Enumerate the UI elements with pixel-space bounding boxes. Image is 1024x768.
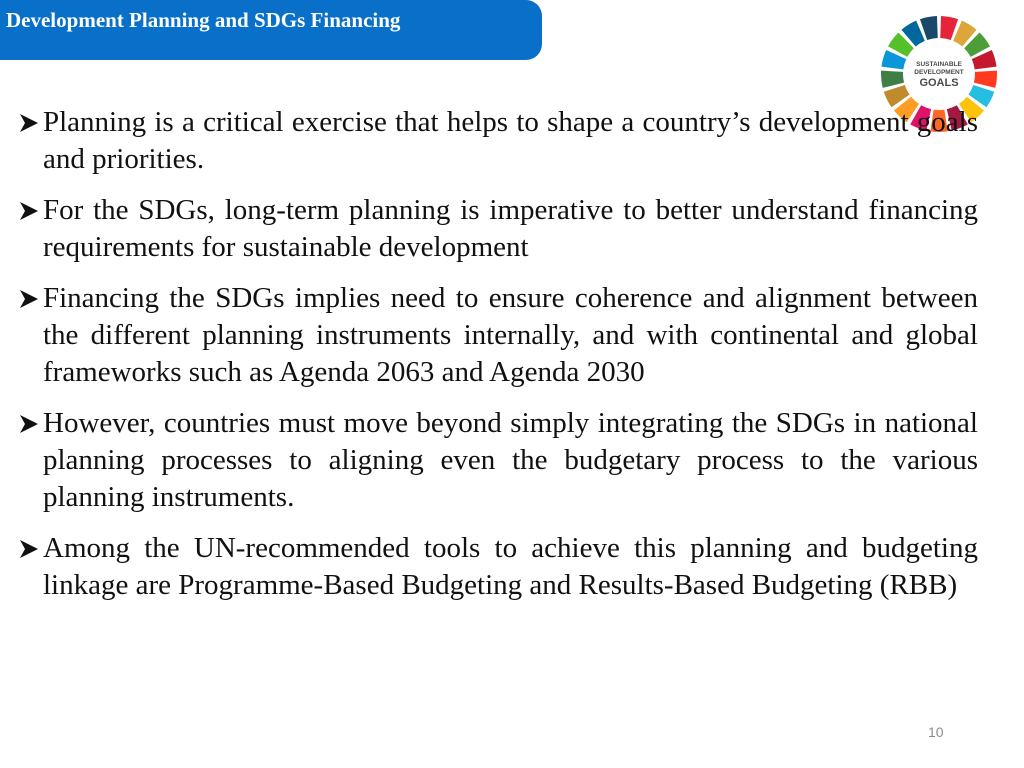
bullet-item xyxy=(18,405,978,516)
bullet-item xyxy=(18,192,978,266)
bullet-text: For the SDGs, long-term planning is imperative to better understand financing requirements for sustainable development xyxy=(43,194,978,263)
logo-text-line-1: SUSTAINABLE xyxy=(916,61,962,68)
bullet-item xyxy=(18,530,978,604)
arrow-bullet-icon xyxy=(18,289,40,309)
arrow-bullet-icon xyxy=(18,201,40,221)
logo-text-line-2: DEVELOPMENT xyxy=(914,69,964,76)
bullet-text: Among the UN-recommended tools to achieve this planning and budgeting linkage are Programme-Based Budgeting and Results-Based Budgeting (RBB) xyxy=(43,532,978,601)
header-banner xyxy=(0,0,542,60)
bullet-text: However, countries must move beyond simply integrating the SDGs in national planning processes to aligning even the budgetary process to the various planning instruments. xyxy=(43,407,978,513)
bullet-list xyxy=(18,104,978,618)
bullet-item xyxy=(18,104,978,178)
bullet-item xyxy=(18,280,978,391)
sdg-wheel-segment xyxy=(881,71,904,88)
page-number: 10 xyxy=(928,724,944,740)
slide-title: Development Planning and SDGs Financing xyxy=(6,8,401,32)
arrow-bullet-icon xyxy=(18,539,40,559)
logo-text-line-3: GOALS xyxy=(919,77,959,89)
arrow-bullet-icon xyxy=(18,414,40,434)
sdg-wheel-segment xyxy=(974,71,997,88)
arrow-bullet-icon xyxy=(18,113,40,133)
bullet-text: Financing the SDGs implies need to ensure coherence and alignment between the different planning instruments internally, and with continental and global frameworks such as Agenda 2063 and Agenda 2030 xyxy=(43,282,978,388)
bullet-text: Planning is a critical exercise that helps to shape a country’s development goals and priorities. xyxy=(43,106,978,175)
